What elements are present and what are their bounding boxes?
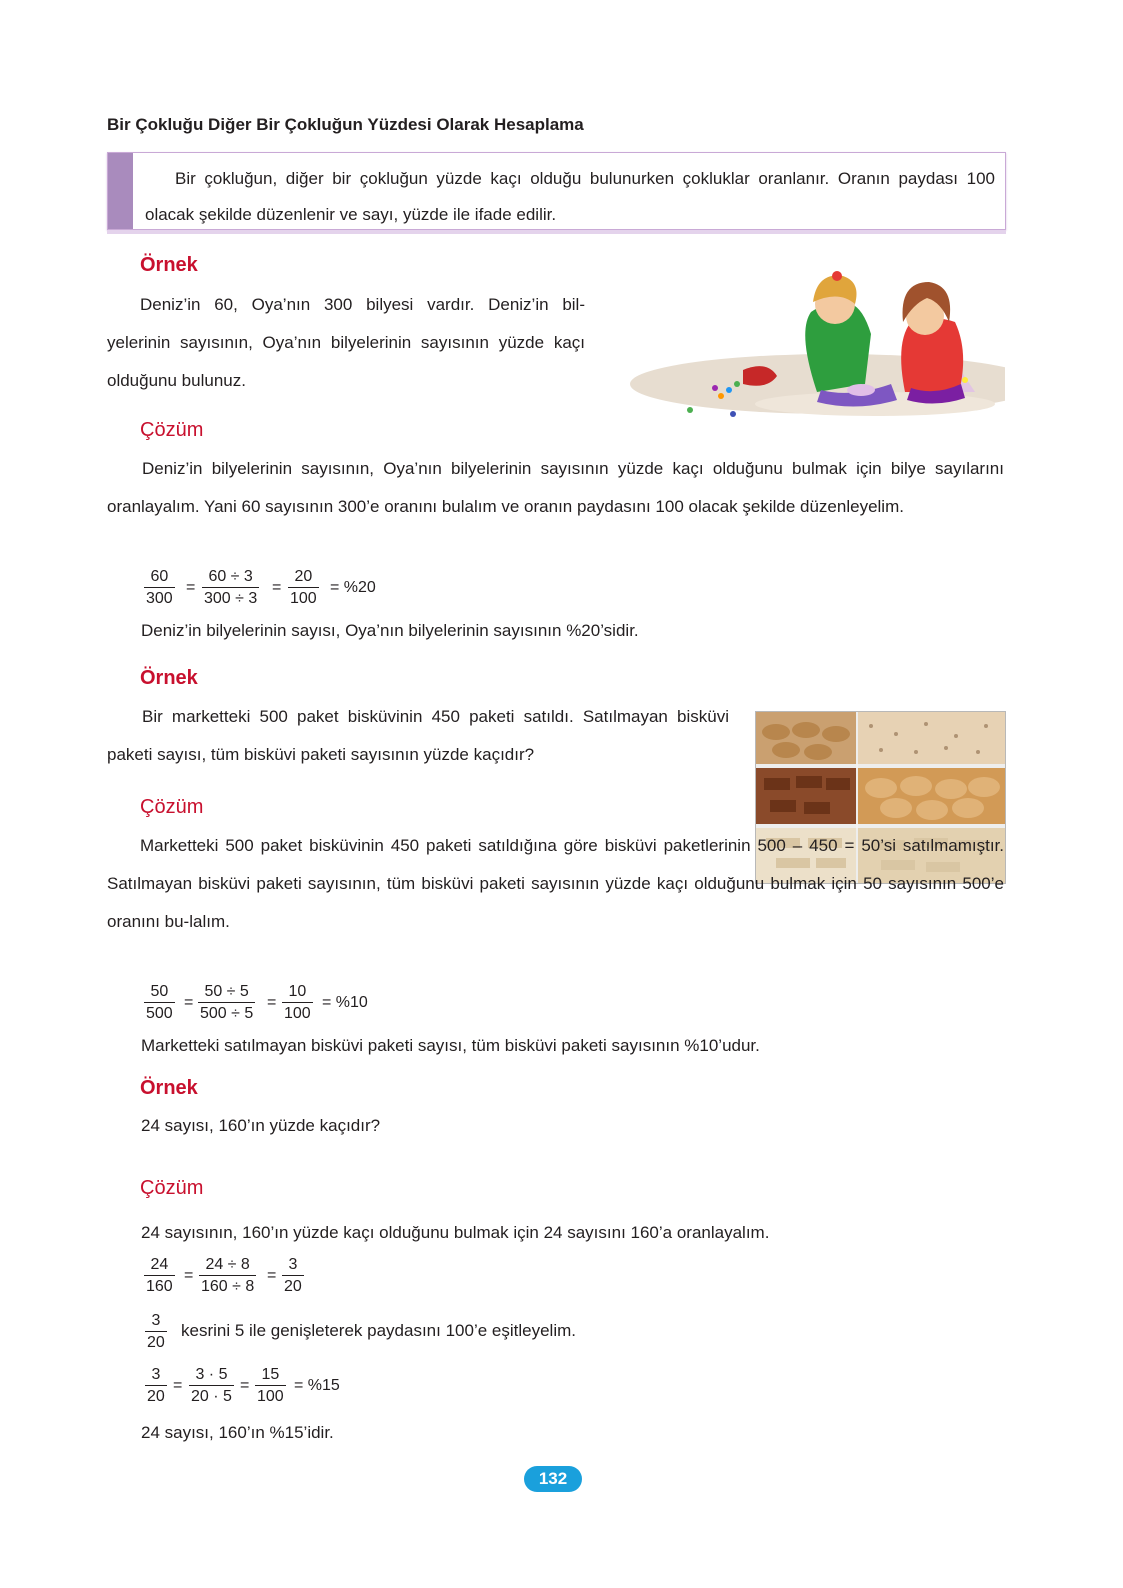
equals-sign: = <box>186 579 196 596</box>
percent-result: = %15 <box>294 1377 340 1394</box>
denominator: 100 <box>282 1002 313 1024</box>
definition-accent-bar <box>108 153 133 229</box>
example-2-solution-heading: Çözüm <box>140 796 204 818</box>
example-3-conclusion: 24 sayısı, 160’ın %15’idir. <box>141 1423 334 1442</box>
example-1-question: Deniz’in 60, Oya’nın 300 bilyesi vardır. Deniz’in bil-yelerinin sayısının, Oya’nın bilyelerinin sayısının yüzde kaçı olduğunu bulunuz. <box>107 295 585 390</box>
numerator: 50 <box>150 983 169 1000</box>
page-number: 132 <box>524 1466 582 1492</box>
numerator: 3 <box>151 1366 161 1383</box>
definition-box <box>107 152 1006 230</box>
percent-result: = %10 <box>322 994 368 1011</box>
denominator: 300 <box>144 587 175 609</box>
denominator: 20 · 5 <box>189 1385 234 1407</box>
example-3-solution-heading: Çözüm <box>140 1177 204 1199</box>
percent-result: = %20 <box>330 579 376 596</box>
fraction <box>144 982 175 1024</box>
denominator: 160 <box>144 1275 175 1297</box>
numerator: 10 <box>288 983 307 1000</box>
fraction <box>144 1255 175 1297</box>
example-3-question: 24 sayısı, 160’ın yüzde kaçıdır? <box>141 1116 381 1135</box>
children-marbles-illustration <box>625 262 1005 422</box>
numerator: 50 ÷ 5 <box>204 983 249 1000</box>
fraction <box>189 1365 234 1407</box>
numerator: 3 <box>288 1256 298 1273</box>
denominator: 20 <box>145 1331 167 1353</box>
expand-text: kesrini 5 ile genişleterek paydasını 100’e eşitleyelim. <box>181 1321 576 1340</box>
fraction <box>288 567 319 609</box>
numerator: 15 <box>261 1366 280 1383</box>
equals-sign: = <box>184 994 194 1011</box>
equals-sign: = <box>267 1267 277 1284</box>
example-1-heading: Örnek <box>140 254 198 276</box>
fraction <box>282 1255 304 1297</box>
example-2-solution-text: Marketteki 500 paket bisküvinin 450 paketi satıldığına göre bisküvi paketlerinin 500 – 450 = 50’si satılmamıştır. Satılmayan bisküvi paketi sayısının, tüm bisküvi paketi sayısının yüzde kaçı olduğunu bulmak için 50 sayısının 500’e oranını bu-lalım. <box>107 836 1004 931</box>
equals-sign: = <box>173 1377 183 1394</box>
equals-sign: = <box>240 1377 250 1394</box>
fraction <box>144 567 175 609</box>
numerator: 24 ÷ 8 <box>205 1256 250 1273</box>
example-2-question: Bir marketteki 500 paket bisküvinin 450 paketi satıldı. Satılmayan bisküvi paketi sayısı, tüm bisküvi paketi sayısının yüzde kaçıdır? <box>107 707 729 764</box>
example-1-solution-text: Deniz’in bilyelerinin sayısının, Oya’nın bilyelerinin sayısının yüzde kaçı olduğunu bulmak için bilye sayılarını oranlayalım. Yani 60 sayısının 300’e oranını bulalım ve oranın paydasını 100 olacak şekilde düzenleyelim. <box>107 459 1004 516</box>
equals-sign: = <box>272 579 282 596</box>
denominator: 160 ÷ 8 <box>199 1275 256 1297</box>
equals-sign: = <box>267 994 277 1011</box>
numerator: 3 <box>151 1312 161 1329</box>
denominator: 100 <box>255 1385 286 1407</box>
example-3-heading: Örnek <box>140 1077 198 1099</box>
denominator: 100 <box>288 587 319 609</box>
denominator: 20 <box>282 1275 304 1297</box>
example-2-conclusion: Marketteki satılmayan bisküvi paketi sayısı, tüm bisküvi paketi sayısının %10’udur. <box>141 1036 760 1055</box>
fraction <box>145 1365 167 1407</box>
numerator: 60 <box>150 568 169 585</box>
fraction <box>198 982 255 1024</box>
example-3-solution-text: 24 sayısının, 160’ın yüzde kaçı olduğunu bulmak için 24 sayısını 160’a oranlayalım. <box>141 1223 770 1242</box>
numerator: 60 ÷ 3 <box>208 568 253 585</box>
fraction <box>255 1365 286 1407</box>
equals-sign: = <box>184 1267 194 1284</box>
numerator: 3 · 5 <box>195 1366 228 1383</box>
numerator: 24 <box>150 1256 169 1273</box>
example-1-solution-heading: Çözüm <box>140 419 204 441</box>
definition-text: Bir çokluğun, diğer bir çokluğun yüzde kaçı olduğu bulunurken çokluklar oranlanır. Oranın paydası 100 olacak şekilde düzenlenir ve sayı, yüzde ile ifade edilir. <box>145 169 995 224</box>
denominator: 300 ÷ 3 <box>202 587 259 609</box>
numerator: 20 <box>294 568 313 585</box>
denominator: 20 <box>145 1385 167 1407</box>
fraction <box>282 982 313 1024</box>
denominator: 500 <box>144 1002 175 1024</box>
denominator: 500 ÷ 5 <box>198 1002 255 1024</box>
example-2-heading: Örnek <box>140 667 198 689</box>
fraction <box>202 567 259 609</box>
section-title: Bir Çokluğu Diğer Bir Çokluğun Yüzdesi Olarak Hesaplama <box>107 115 584 134</box>
fraction <box>145 1311 167 1353</box>
example-1-conclusion: Deniz’in bilyelerinin sayısı, Oya’nın bilyelerinin sayısının %20’sidir. <box>141 621 639 640</box>
fraction <box>199 1255 256 1297</box>
